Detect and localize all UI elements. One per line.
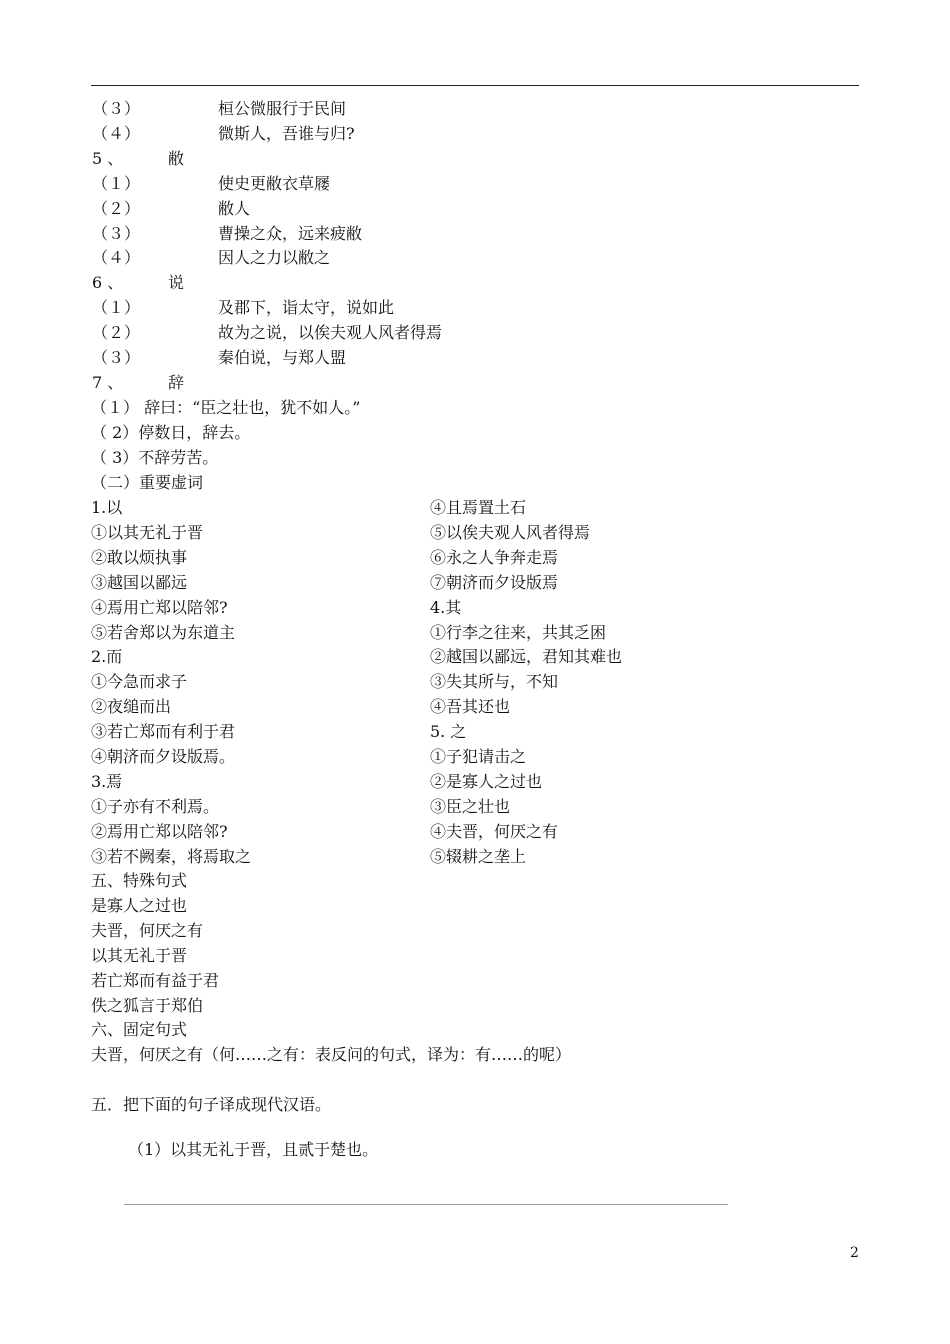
left-column-line: ②焉用亡郑以陪邻? — [91, 821, 228, 841]
left-column-line: 2.而 — [91, 647, 123, 667]
list-line: （ 3）不辞劳苦。 — [91, 447, 219, 467]
text-line: 是寡人之过也 — [91, 895, 188, 915]
left-column-line: ⑤若舍郑以为东道主 — [91, 622, 236, 642]
right-column-line: ⑤以俟夫观人风者得焉 — [430, 522, 591, 542]
exercise-title: 五．把下面的句子译成现代汉语。 — [91, 1095, 332, 1114]
item-number: （３） — [92, 99, 141, 118]
word-heading: 敝 — [168, 148, 185, 168]
left-column-line: ①今急而求子 — [91, 672, 188, 692]
item-number: 6 、 — [92, 273, 124, 293]
example-sentence: 故为之说，以俟夫观人风者得焉 — [218, 323, 443, 343]
right-column-line: ②是寡人之过也 — [430, 771, 543, 791]
text-line: 若亡郑而有益于君 — [91, 970, 220, 990]
right-column-line: ①子犯请击之 — [430, 747, 527, 766]
text-line: 佚之狐言于郑伯 — [91, 995, 204, 1015]
left-column-line: ①以其无礼于晋 — [91, 522, 204, 542]
answer-blank-line — [124, 1204, 728, 1205]
right-column-line: 4.其 — [430, 597, 462, 617]
left-column-line: ④焉用亡郑以陪邻? — [91, 597, 228, 617]
item-number: 7 、 — [92, 372, 124, 392]
left-column-line: ①子亦有不利焉。 — [91, 796, 220, 816]
right-column-line: ④且焉置土石 — [430, 498, 527, 517]
item-number: （２） — [92, 198, 141, 218]
example-sentence: 微斯人，吾谁与归? — [218, 123, 355, 143]
right-column-line: ③臣之壮也 — [430, 796, 511, 816]
exercise-item-1: （1）以其无礼于晋，且贰于楚也。 — [128, 1140, 379, 1159]
text-line: 五、特殊句式 — [91, 871, 188, 890]
example-sentence: 及郡下，诣太守，说如此 — [218, 298, 395, 318]
item-number: （１） — [92, 298, 141, 318]
item-number: （４） — [92, 123, 141, 143]
example-sentence: 曹操之众，远来疲敝 — [218, 223, 363, 243]
item-number: （３） — [92, 223, 141, 243]
item-number: （３） — [92, 348, 141, 367]
item-number: （４） — [92, 248, 141, 268]
word-heading: 辞 — [168, 372, 185, 392]
left-column-line: ③若亡郑而有利于君 — [91, 722, 236, 742]
left-column-line: ④朝济而夕设版焉。 — [91, 747, 236, 766]
list-line: （ 2）停数日，辞去。 — [91, 422, 251, 442]
right-column-line: ①行李之往来，共其乏困 — [430, 622, 607, 642]
example-sentence: 因人之力以敝之 — [218, 248, 331, 268]
right-column-line: ④吾其还也 — [430, 697, 511, 717]
right-column-line: ⑤辍耕之垄上 — [430, 846, 527, 866]
word-heading: 说 — [168, 273, 185, 293]
left-column-line: 1.以 — [91, 498, 123, 517]
text-line: 夫晋，何厌之有（何……之有：表反问的句式，译为：有……的呢） — [91, 1045, 572, 1065]
example-sentence: 桓公微服行于民间 — [218, 99, 347, 118]
example-sentence: 敝人 — [218, 198, 251, 218]
left-column-line: ②夜缒而出 — [91, 697, 172, 717]
text-line: 以其无礼于晋 — [91, 945, 188, 965]
list-line: （二）重要虚词 — [91, 472, 204, 492]
example-sentence: 秦伯说，与郑人盟 — [218, 348, 347, 367]
item-number: （１） — [92, 173, 141, 193]
left-column-line: ③越国以鄙远 — [91, 572, 188, 592]
right-column-line: ④夫晋，何厌之有 — [430, 821, 559, 841]
right-column-line: ③失其所与，不知 — [430, 672, 559, 692]
list-line: （１） 辞曰：“臣之壮也，犹不如人。” — [91, 398, 361, 417]
left-column-line: 3.焉 — [91, 771, 123, 791]
right-column-line: ⑦朝济而夕设版焉 — [430, 572, 559, 592]
right-column-line: ⑥永之人争奔走焉 — [430, 547, 559, 567]
text-line: 夫晋，何厌之有 — [91, 920, 204, 940]
item-number: 5 、 — [92, 148, 124, 168]
page-number: 2 — [850, 1245, 859, 1261]
right-column-line: ②越国以鄙远，君知其难也 — [430, 647, 623, 667]
text-line: 六、固定句式 — [91, 1020, 188, 1040]
item-number: （２） — [92, 323, 141, 343]
example-sentence: 使史更敝衣草屦 — [218, 173, 331, 193]
left-column-line: ③若不阙秦，将焉取之 — [91, 846, 252, 866]
header-rule — [91, 85, 859, 86]
left-column-line: ②敢以烦执事 — [91, 547, 188, 567]
right-column-line: 5. 之 — [430, 722, 467, 742]
